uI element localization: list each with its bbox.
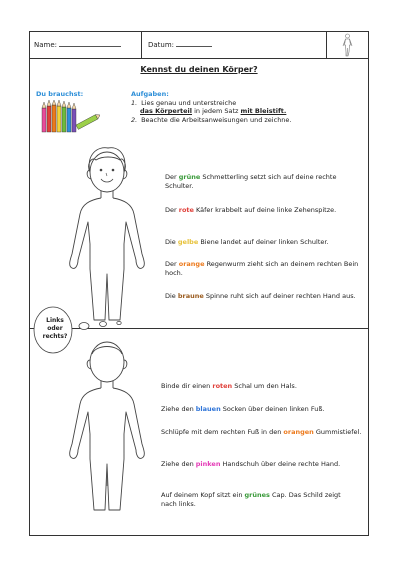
- instruction-text: Regenwurm zieht sich an deinem rechten Bein hoch.: [165, 260, 359, 277]
- instruction-text: Binde dir einen: [161, 382, 213, 390]
- instruction-text: Socken über deinen linken Fuß.: [220, 405, 325, 413]
- bubble-line: oder: [47, 325, 63, 332]
- bubble-line: Links: [46, 317, 64, 324]
- instruction-text: Schal um den Hals.: [232, 382, 297, 390]
- task-text: in jedem Satz: [192, 107, 241, 115]
- instruction-text: Spinne ruht sich auf deiner rechten Hand aus.: [203, 292, 356, 300]
- name-line[interactable]: [59, 38, 121, 47]
- color-word: braune: [177, 292, 204, 300]
- task-2: [131, 116, 292, 124]
- color-word: orangen: [283, 428, 314, 436]
- date-line[interactable]: [176, 38, 212, 47]
- instruction-2: [165, 206, 340, 215]
- instruction-text: Cap. Das Schild zeigt nach links.: [161, 491, 341, 508]
- instruction-6: [161, 382, 371, 391]
- instruction-5: [165, 292, 370, 301]
- name-label: Name:: [34, 41, 58, 49]
- task-text: Lies genau und unterstreiche: [141, 99, 237, 107]
- instruction-text: Auf deinem Kopf sitzt ein: [161, 491, 245, 499]
- color-word: pinken: [195, 460, 221, 468]
- instruction-text: Der: [165, 260, 179, 268]
- instruction-text: Käfer krabbelt auf deine linke Zehenspitze.: [193, 206, 337, 214]
- instruction-text: Ziehe den: [161, 405, 196, 413]
- worksheet: [29, 31, 369, 536]
- instruction-text: Die: [165, 292, 178, 300]
- color-word: gelbe: [177, 238, 199, 246]
- instruction-9: [161, 460, 361, 469]
- instruction-text: Schmetterling setzt sich auf deine rechte Schulter.: [165, 173, 337, 190]
- needs-label: Du brauchst:: [36, 90, 84, 98]
- date-cell: [142, 32, 327, 58]
- instruction-text: Der: [165, 206, 179, 214]
- task-number: 2.: [131, 116, 138, 124]
- instruction-8: [161, 428, 366, 437]
- color-word: grüne: [178, 173, 201, 181]
- task-text: Beachte die Arbeitsanweisungen und zeichne.: [141, 116, 292, 124]
- instruction-text: Handschuh über deine rechte Hand.: [220, 460, 341, 468]
- child-figure-front: [64, 144, 148, 328]
- instruction-4: [165, 260, 365, 278]
- color-word: roten: [212, 382, 233, 390]
- instruction-3: [165, 238, 375, 247]
- color-word: grünes: [244, 491, 270, 499]
- bubble-line: rechts?: [42, 333, 68, 340]
- colored-pencils-icon: [40, 100, 100, 140]
- instruction-text: Ziehe den: [161, 460, 196, 468]
- date-label: Datum:: [148, 41, 175, 49]
- task-1: [131, 99, 236, 107]
- task-number: 1.: [131, 99, 138, 107]
- tasks-label: Aufgaben:: [131, 90, 169, 98]
- name-cell: [30, 32, 142, 58]
- instruction-10: [161, 491, 356, 509]
- instruction-text: Gummistiefel.: [313, 428, 362, 436]
- child-figure-back: [64, 336, 148, 520]
- human-outline-icon: [327, 32, 368, 58]
- task-emphasis: mit Bleistift.: [240, 107, 287, 115]
- page-title: Kennst du deinen Körper?: [140, 65, 258, 74]
- task-emphasis: das Körperteil: [140, 107, 193, 115]
- color-word: rote: [178, 206, 194, 214]
- instruction-text: Schlüpfe mit dem rechten Fuß in den: [161, 428, 284, 436]
- instruction-7: [161, 405, 371, 414]
- task-1-line-2: [140, 107, 286, 115]
- color-word: orange: [178, 260, 205, 268]
- instruction-text: Der: [165, 173, 179, 181]
- header-row: [30, 32, 368, 59]
- instruction-1: [165, 173, 365, 191]
- instruction-text: Die: [165, 238, 178, 246]
- instruction-text: Biene landet auf deiner linken Schulter.: [198, 238, 329, 246]
- color-word: blauen: [195, 405, 221, 413]
